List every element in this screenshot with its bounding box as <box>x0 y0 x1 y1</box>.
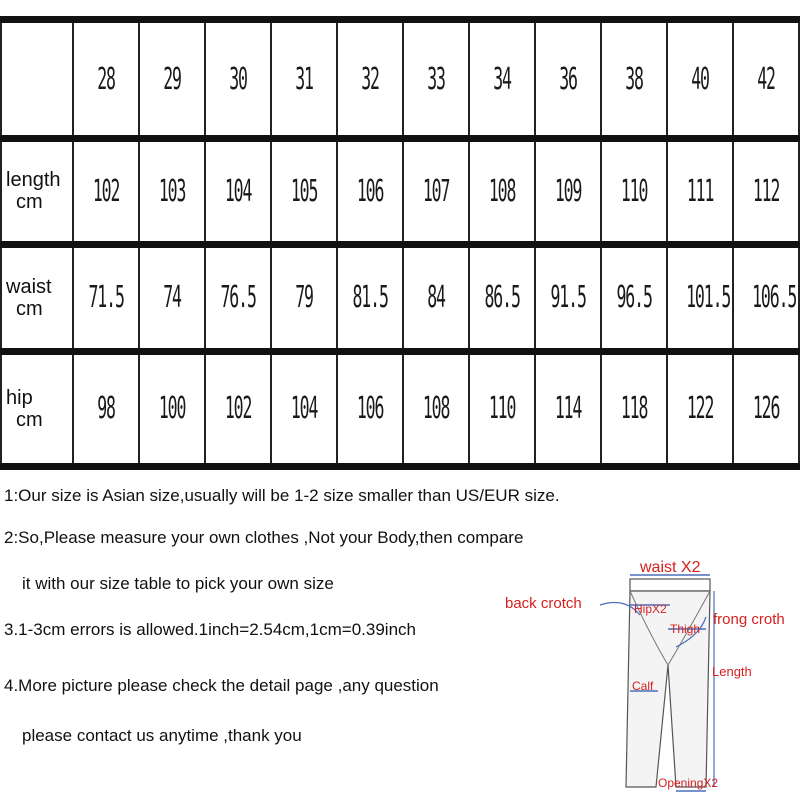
size-cell <box>205 139 271 244</box>
size-value: 98 <box>97 391 115 427</box>
size-cell <box>205 244 271 351</box>
size-value: 126 <box>752 391 780 427</box>
size-cell <box>667 139 733 244</box>
size-cell <box>535 139 601 244</box>
size-cell <box>733 20 799 139</box>
size-cell <box>271 20 337 139</box>
size-cell <box>73 351 139 466</box>
row-label-main: length <box>6 169 61 192</box>
size-value: 79 <box>295 280 313 316</box>
size-value: 101.5 <box>686 280 731 316</box>
size-cell <box>601 244 667 351</box>
note-2: 2:So,Please measure your own clothes ,Not your Body,then compare <box>4 528 524 547</box>
size-value: 38 <box>625 61 643 97</box>
size-value: 122 <box>686 391 714 427</box>
size-cell <box>601 20 667 139</box>
size-value: 36 <box>559 61 577 97</box>
frong-croth-label: frong croth <box>713 611 785 628</box>
size-value: 104 <box>290 391 318 427</box>
size-value: 74 <box>163 280 181 316</box>
size-value: 30 <box>229 61 247 97</box>
size-value: 33 <box>427 61 445 97</box>
size-table <box>0 16 800 470</box>
size-value: 109 <box>554 173 582 209</box>
size-value: 96.5 <box>616 280 652 316</box>
row-label <box>1 139 73 244</box>
size-cell <box>667 20 733 139</box>
row-label-main: hip <box>6 386 33 409</box>
size-value: 86.5 <box>484 280 520 316</box>
size-value: 104 <box>224 173 252 209</box>
size-cell <box>337 20 403 139</box>
size-value: 106 <box>356 391 384 427</box>
size-cell <box>403 20 469 139</box>
size-value: 108 <box>488 173 516 209</box>
size-cell <box>469 139 535 244</box>
size-cell <box>139 20 205 139</box>
size-header-row <box>1 20 799 139</box>
size-cell <box>733 244 799 351</box>
row-label-unit: cm <box>16 297 43 320</box>
pants-icon <box>500 555 800 800</box>
size-value: 106.5 <box>752 280 797 316</box>
note-4: 4.More picture please check the detail page ,any question <box>4 676 439 695</box>
size-cell <box>205 351 271 466</box>
pants-measurement-diagram <box>500 555 800 800</box>
size-value: 108 <box>422 391 450 427</box>
size-cell <box>139 139 205 244</box>
back-crotch-label: back crotch <box>505 595 582 612</box>
size-cell <box>667 351 733 466</box>
size-cell <box>469 20 535 139</box>
note-1: 1:Our size is Asian size,usually will be 1-2 size smaller than US/EUR size. <box>4 486 560 505</box>
size-cell <box>73 139 139 244</box>
size-cell <box>403 351 469 466</box>
note-2-cont: it with our size table to pick your own size <box>22 574 334 593</box>
size-value: 81.5 <box>352 280 388 316</box>
size-value: 102 <box>92 173 120 209</box>
size-value: 91.5 <box>550 280 586 316</box>
size-value: 28 <box>97 61 115 97</box>
measure-row <box>1 351 799 466</box>
size-cell <box>337 139 403 244</box>
calf-label: Calf <box>632 679 654 693</box>
size-cell <box>469 351 535 466</box>
size-value: 71.5 <box>88 280 124 316</box>
size-value: 107 <box>422 173 450 209</box>
size-cell <box>535 351 601 466</box>
size-cell <box>205 20 271 139</box>
note-4-cont: please contact us anytime ,thank you <box>22 726 302 745</box>
size-chart-table <box>0 16 800 470</box>
size-value: 102 <box>224 391 252 427</box>
size-cell <box>403 139 469 244</box>
size-value: 76.5 <box>220 280 256 316</box>
size-cell <box>667 244 733 351</box>
length-label: Length <box>712 664 752 679</box>
size-cell <box>733 351 799 466</box>
waist-label: waist X2 <box>640 559 701 576</box>
size-cell <box>337 351 403 466</box>
size-cell <box>403 244 469 351</box>
size-cell <box>73 244 139 351</box>
size-value: 110 <box>620 173 648 209</box>
measure-row <box>1 244 799 351</box>
note-3: 3.1-3cm errors is allowed.1inch=2.54cm,1cm=0.39inch <box>4 620 416 639</box>
size-cell <box>271 351 337 466</box>
thigh-label: Thigh <box>670 622 701 636</box>
size-cell <box>73 20 139 139</box>
size-value: 84 <box>427 280 445 316</box>
size-cell <box>601 351 667 466</box>
measure-row <box>1 139 799 244</box>
size-cell <box>601 139 667 244</box>
size-value: 42 <box>757 61 775 97</box>
size-value: 106 <box>356 173 384 209</box>
size-cell <box>337 244 403 351</box>
size-value: 31 <box>295 61 313 97</box>
size-cell <box>271 139 337 244</box>
size-cell <box>139 351 205 466</box>
size-value: 32 <box>361 61 379 97</box>
size-cell <box>733 139 799 244</box>
size-value: 105 <box>290 173 318 209</box>
opening-label: OpeningX2 <box>658 776 719 790</box>
row-label-unit: cm <box>16 191 43 214</box>
size-value: 100 <box>158 391 186 427</box>
size-value: 111 <box>686 173 714 209</box>
row-label-main: waist <box>6 275 52 298</box>
size-cell <box>271 244 337 351</box>
size-value: 34 <box>493 61 511 97</box>
row-label-unit: cm <box>16 408 43 431</box>
size-value: 110 <box>488 391 516 427</box>
size-cell <box>469 244 535 351</box>
size-cell <box>535 244 601 351</box>
size-value: 118 <box>620 391 648 427</box>
size-value: 40 <box>691 61 709 97</box>
hip-label: HipX2 <box>634 602 667 616</box>
size-value: 29 <box>163 61 181 97</box>
size-cell <box>535 20 601 139</box>
size-value: 103 <box>158 173 186 209</box>
row-label <box>1 20 73 139</box>
size-value: 112 <box>752 173 780 209</box>
row-label <box>1 351 73 466</box>
size-value: 114 <box>554 391 582 427</box>
size-cell <box>139 244 205 351</box>
row-label <box>1 244 73 351</box>
